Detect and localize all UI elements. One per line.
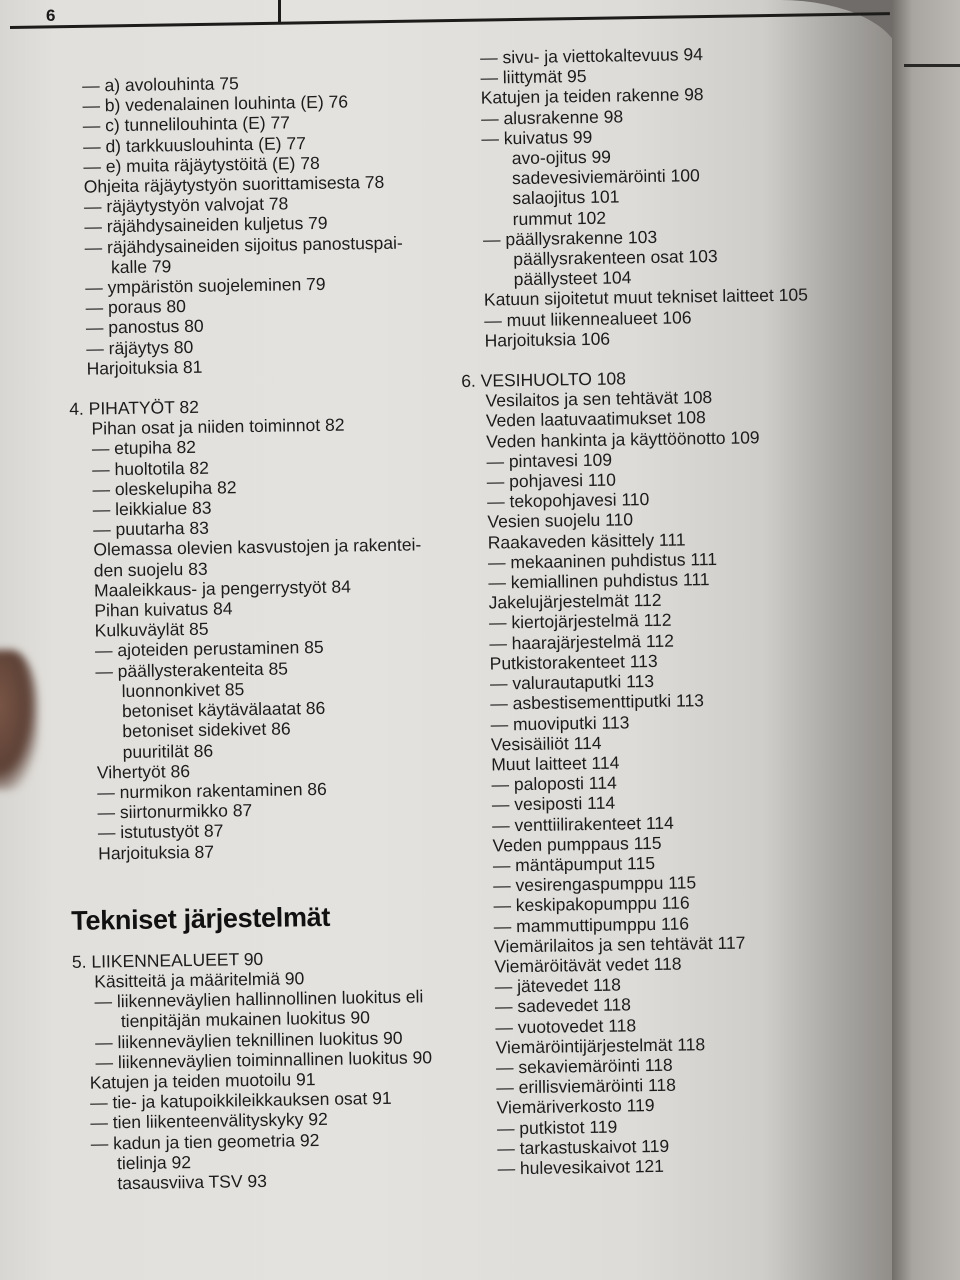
toc-entry: — pohjavesi 110 [486,469,617,492]
toc-entry: Harjoituksia 106 [484,328,611,351]
toc-entry: Harjoituksia 81 [86,356,203,379]
toc-entry: — päällysrakenne 103 [482,226,658,250]
toc-entry: — räjäytystyön valvojat 78 [83,193,289,217]
section-title: Tekniset järjestelmät [71,901,331,936]
toc-entry: — muoviputki 113 [490,711,630,735]
toc-entry: den suojelu 83 [93,558,208,581]
toc-entry: luonnonkivet 85 [121,679,245,701]
toc-entry: — sivu- ja viettokaltevuus 94 [479,44,704,68]
toc-entry: — asbestisementtiputki 113 [490,690,705,714]
toc-entry: Maaleikkaus- ja pengerrystyöt 84 [93,576,352,601]
toc-entry: Vesilaitos ja sen tehtävät 108 [485,387,713,411]
header-divider [278,0,281,24]
toc-entry: tielinja 92 [116,1151,192,1173]
toc-entry: Vesien suojelu 110 [487,509,634,533]
toc-entry: — tarkastuskaivot 119 [497,1135,670,1159]
toc-entry: — vuotovedet 118 [495,1014,637,1038]
toc-entry: — päällysterakenteita 85 [95,658,289,682]
toc-entry: — pintavesi 109 [486,449,613,472]
toc-entry: avo-ojitus 99 [511,146,612,169]
toc-entry: Veden pumppaus 115 [492,832,662,856]
toc-entry: — vesiposti 114 [491,792,616,815]
toc-entry: Vihertyöt 86 [96,760,191,783]
toc-entry: päällysteet 104 [513,267,632,290]
toc-entry: sadevesiviemäröinti 100 [511,165,700,189]
toc-entry: Jakelujärjestelmät 112 [488,590,662,613]
toc-entry: Viemäröintijärjestelmät 118 [495,1033,706,1058]
toc-entry: Käsitteitä ja määritelmiä 90 [94,968,305,992]
toc-entry: — kemiallinen puhdistus 111 [488,569,710,593]
toc-entry: — mekaaninen puhdistus 111 [487,548,718,573]
toc-entry: Katujen ja teiden muotoilu 91 [89,1069,316,1093]
toc-entry: Pihan kuivatus 84 [94,598,233,621]
toc-entry: Olemassa olevien kasvustojen ja rakentei- [93,534,422,560]
toc-entry: — tie- ja katupoikkileikkauksen osat 91 [89,1088,392,1113]
toc-entry: — venttiilirakenteet 114 [492,812,674,836]
toc-entry: — tekopohjavesi 110 [486,489,650,512]
toc-entry: — etupiha 82 [91,437,197,459]
toc-entry: — liikenneväylien hallinnollinen luokitus eli [94,986,424,1012]
adjacent-page-edge [892,0,960,1280]
toc-entry: Ohjeita räjäytystyön suorittamisesta 78 [83,171,385,197]
toc-entry: Vesisäiliöt 114 [490,732,602,755]
toc-entry: — hulevesikaivot 121 [497,1155,665,1179]
chapter-heading: 6. VESIHUOLTO 108 [461,368,627,392]
toc-entry: betoniset käytävälaatat 86 [121,697,326,722]
toc-entry: — c) tunnelilouhinta (E) 77 [82,112,291,137]
toc-entry: Viemäriverkosto 119 [496,1095,655,1118]
toc-entry: — b) vedenalainen louhinta (E) 76 [82,91,349,116]
toc-entry: rummut 102 [512,207,607,229]
toc-entry: Katuun sijoitetut muut tekniset laitteet 105 [483,284,809,311]
toc-entry: — ajoteiden perustaminen 85 [94,637,324,661]
toc-entry: — ympäristön suojeleminen 79 [85,273,326,298]
toc-entry: — istutustyöt 87 [97,820,224,843]
toc-entry: — paloposti 114 [491,772,617,795]
toc-entry: — sadevedet 118 [494,994,632,1017]
toc-entry: Harjoituksia 87 [98,841,215,863]
toc-entry: Kulkuväylät 85 [94,618,209,641]
toc-entry: Pihan osat ja niiden toiminnot 82 [91,414,345,439]
toc-entry: — liittymät 95 [480,66,587,88]
toc-entry: — erillisviemäröinti 118 [496,1074,677,1098]
header-rule [10,12,890,29]
toc-entry: — putkistot 119 [496,1116,618,1139]
toc-entry: — huoltotila 82 [92,457,210,480]
toc-entry: — räjäytys 80 [86,336,194,359]
toc-entry: — vesirengaspumppu 115 [493,872,697,896]
toc-entry: tasausviiva TSV 93 [117,1170,268,1194]
toc-entry: — siirtonurmikko 87 [97,800,253,823]
toc-entry: — liikenneväylien toiminnallinen luokitus 90 [95,1046,433,1073]
toc-entry: — nurmikon rakentaminen 86 [97,778,327,803]
toc-entry: Muut laitteet 114 [491,752,620,775]
toc-entry: puuritilät 86 [122,740,214,762]
toc-entry: — keskipakopumppu 116 [493,892,690,916]
toc-entry: päällysrakenteen osat 103 [513,245,718,270]
toc-entry: — alusrakenne 98 [480,105,624,129]
toc-entry: — panostus 80 [85,316,204,339]
toc-entry: — haarajärjestelmä 112 [489,630,674,654]
toc-entry: — mäntäpumput 115 [492,852,656,876]
toc-entry: — tien liikenteenvälityskyky 92 [90,1109,328,1133]
toc-entry: — kiertojärjestelmä 112 [488,610,672,634]
toc-entry: Katujen ja teiden rakenne 98 [480,84,704,109]
toc-entry: betoniset sidekivet 86 [122,718,291,742]
toc-entry: salaojitus 101 [512,186,620,209]
toc-entry: — mammuttipumppu 116 [493,912,690,937]
toc-entry: — d) tarkkuuslouhinta (E) 77 [82,132,306,157]
chapter-heading: 5. LIIKENNEALUEET 90 [71,948,264,972]
toc-entry: — jätevedet 118 [494,974,622,997]
toc-entry: Raakaveden käsittely 111 [487,529,686,553]
toc-entry: — räjähdysaineiden sijoitus panostuspai- [84,232,403,258]
toc-entry: — puutarha 83 [92,517,210,540]
toc-left-column [58,70,456,1194]
toc-entry: Veden laatuvaatimukset 108 [485,407,706,432]
toc-right-column [456,42,874,1179]
page-number: 6 [46,6,56,25]
toc-entry: — e) muita räjäytystöitä (E) 78 [83,152,320,177]
toc-entry: — liikenneväylien teknillinen luokitus 90 [95,1027,403,1053]
toc-entry: — räjähdysaineiden kuljetus 79 [84,213,328,238]
toc-entry: — valurautaputki 113 [489,671,655,694]
toc-entry: — kadun ja tien geometria 92 [90,1129,320,1154]
toc-entry: Viemäröitävät vedet 118 [494,953,682,977]
toc-entry: Viemärilaitos ja sen tehtävät 117 [493,932,746,957]
toc-entry: tienpitäjän mukainen luokitus 90 [120,1007,371,1032]
toc-entry: kalle 79 [110,256,172,278]
toc-entry: Putkistorakenteet 113 [489,650,658,674]
toc-entry: — leikkialue 83 [92,497,212,520]
chapter-heading: 4. PIHATYÖT 82 [69,396,200,419]
toc-entry: — poraus 80 [85,296,186,318]
adjacent-page-rule [904,64,960,67]
toc-entry: — kuivatus 99 [481,126,593,149]
toc-entry: Veden hankinta ja käyttöönotto 109 [486,426,760,452]
toc-entry: — a) avolouhinta 75 [81,73,239,96]
toc-entry: — sekaviemäröinti 118 [495,1054,673,1078]
toc-entry: — muut liikennealueet 106 [484,306,692,331]
toc-entry: — oleskelupiha 82 [92,477,237,500]
